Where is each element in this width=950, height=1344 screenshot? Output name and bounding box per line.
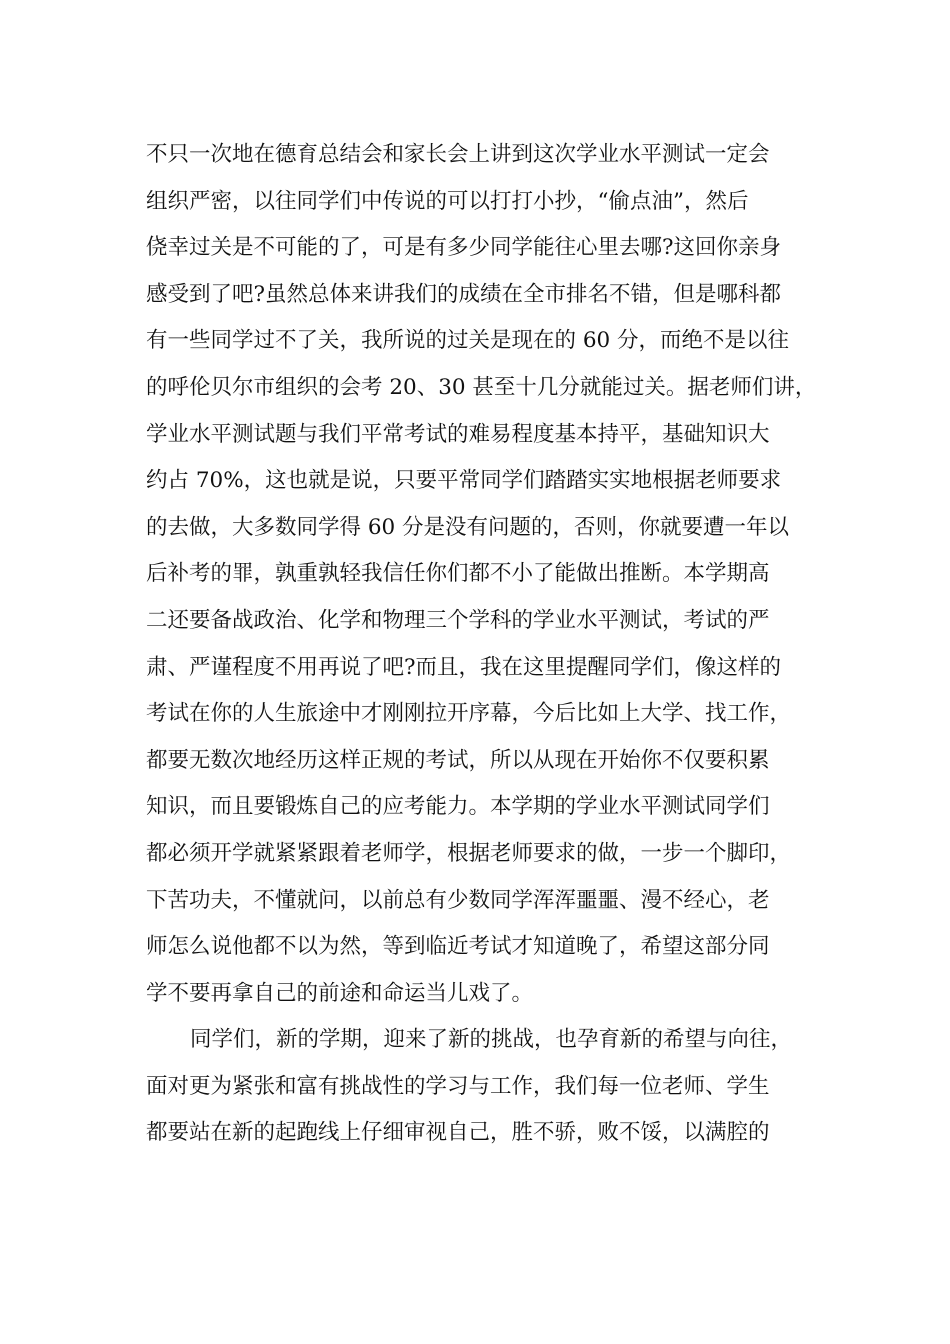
text-line: 肃、严谨程度不用再说了吧?而且，我在这里提醒同学们，像这样的 bbox=[146, 654, 782, 680]
text-line: 考试在你的人生旅途中才刚刚拉开序幕，今后比如上大学、找工作， bbox=[146, 701, 792, 727]
text-line: 约占 70%，这也就是说，只要平常同学们踏踏实实地根据老师要求 bbox=[146, 468, 782, 494]
text-line: 不只一次地在德育总结会和家长会上讲到这次学业水平测试一定会 bbox=[146, 142, 770, 167]
text-line: 都要无数次地经历这样正规的考试，所以从现在开始你不仅要积累 bbox=[146, 747, 770, 773]
text-line: 学不要再拿自己的前途和命运当儿戏了。 bbox=[146, 980, 534, 1006]
text-line: 有一些同学过不了关，我所说的过关是现在的 60 分，而绝不是以往 bbox=[146, 328, 790, 354]
body-text bbox=[146, 132, 826, 1157]
text-line: 都必须开学就紧紧跟着老师学，根据老师要求的做，一步一个脚印， bbox=[146, 840, 792, 866]
paragraph-1 bbox=[146, 132, 826, 1017]
text-line: 下苦功夫，不懂就问，以前总有少数同学浑浑噩噩、漫不经心，老 bbox=[146, 887, 770, 913]
text-line: 知识，而且要锻炼自己的应考能力。本学期的学业水平测试同学们 bbox=[146, 794, 770, 820]
text-line: 的去做，大多数同学得 60 分是没有问题的，否则，你就要遭一年以 bbox=[146, 514, 790, 540]
text-line: 同学们，新的学期，迎来了新的挑战，也孕育新的希望与向往， bbox=[190, 1027, 793, 1053]
text-line: 都要站在新的起跑线上仔细审视自己，胜不骄，败不馁，以满腔的 bbox=[146, 1120, 770, 1146]
text-line: 二还要备战政治、化学和物理三个学科的学业水平测试，考试的严 bbox=[146, 607, 770, 633]
text-line: 面对更为紧张和富有挑战性的学习与工作，我们每一位老师、学生 bbox=[146, 1073, 770, 1099]
text-line: 组织严密，以往同学们中传说的可以打打小抄，“偷点油”，然后 bbox=[146, 188, 749, 214]
text-line: 感受到了吧?虽然总体来讲我们的成绩在全市排名不错，但是哪科都 bbox=[146, 281, 782, 307]
text-line: 师怎么说他都不以为然，等到临近考试才知道晚了，希望这部分同 bbox=[146, 934, 770, 960]
text-line: 后补考的罪，孰重孰轻我信任你们都不小了能做出推断。本学期高 bbox=[146, 561, 770, 587]
text-line: 学业水平测试题与我们平常考试的难易程度基本持平，基础知识大 bbox=[146, 421, 770, 447]
paragraph-2 bbox=[146, 1017, 826, 1157]
text-line: 侥幸过关是不可能的了，可是有多少同学能往心里去哪?这回你亲身 bbox=[146, 235, 782, 261]
text-line: 的呼伦贝尔市组织的会考 20、30 甚至十几分就能过关。据老师们讲， bbox=[146, 374, 817, 400]
